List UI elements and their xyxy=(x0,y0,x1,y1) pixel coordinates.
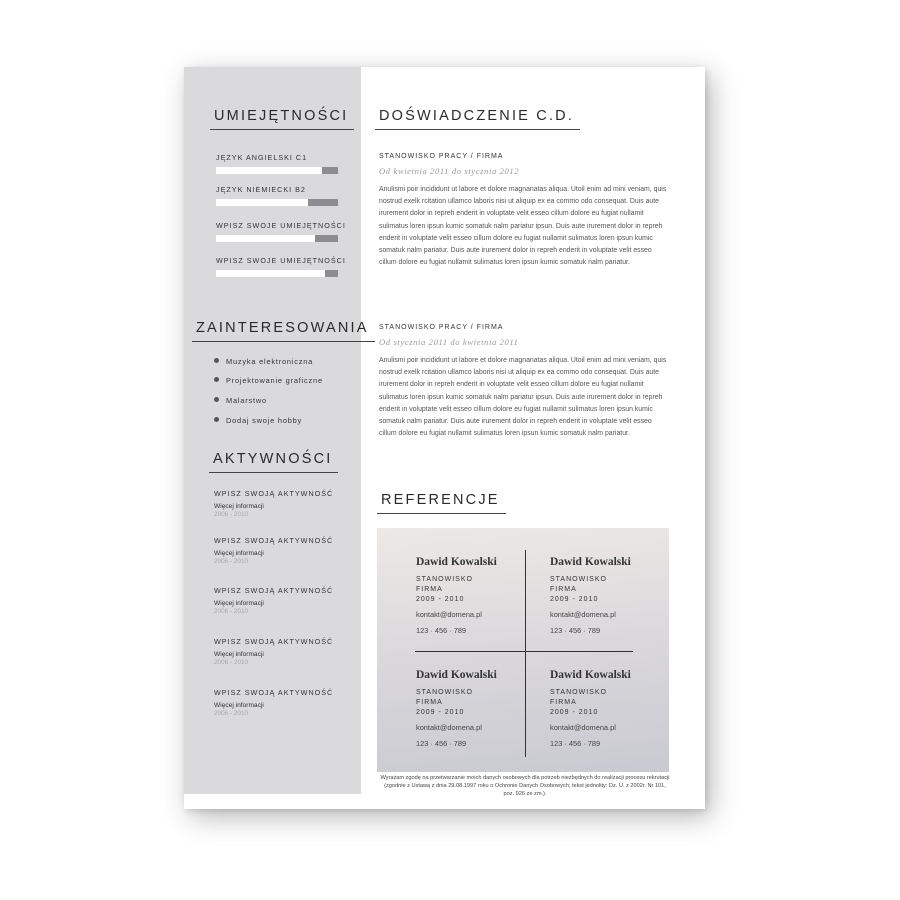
activity-title: WPISZ SWOJĄ AKTYWNOŚĆ xyxy=(214,637,334,646)
activity-info: Więcej informacji xyxy=(214,503,264,510)
reference-card xyxy=(416,556,536,635)
references-panel xyxy=(377,528,669,772)
interest-item xyxy=(214,396,267,405)
skill-bar-fill xyxy=(308,199,339,206)
sidebar xyxy=(184,67,369,794)
job-dates: Od kwietnia 2011 do stycznia 2012 xyxy=(379,166,520,176)
activity-info: Więcej informacji xyxy=(214,702,264,709)
reference-years: 2009 - 2010 xyxy=(550,709,599,716)
bullet-icon xyxy=(214,417,219,422)
interest-item xyxy=(214,357,313,366)
activity-title: WPISZ SWOJĄ AKTYWNOŚĆ xyxy=(214,688,334,697)
reference-email[interactable]: kontakt@domena.pl xyxy=(416,723,482,732)
skill-bar xyxy=(216,199,338,206)
job-title: STANOWISKO PRACY / FIRMA xyxy=(379,153,504,160)
reference-position: STANOWISKO xyxy=(416,576,473,583)
interest-label: Projektowanie graficzne xyxy=(226,376,323,385)
reference-card xyxy=(550,556,670,635)
skills-heading: UMIEJĘTNOŚCI xyxy=(214,108,348,128)
reference-card xyxy=(550,669,670,748)
interests-heading: ZAINTERESOWANIA xyxy=(196,320,369,340)
job-dates: Od stycznia 2011 do kwietnia 2011 xyxy=(379,337,519,347)
activity-item xyxy=(214,688,354,717)
skill-item xyxy=(216,221,346,242)
interest-label: Dodaj swoje hobby xyxy=(226,416,303,425)
reference-company: FIRMA xyxy=(416,699,443,706)
reference-company: FIRMA xyxy=(550,586,577,593)
reference-years: 2009 - 2010 xyxy=(550,596,599,603)
references-divider-horizontal xyxy=(415,651,633,652)
interest-item xyxy=(214,376,323,385)
activity-info: Więcej informacji xyxy=(214,651,264,658)
skill-label: JĘZYK NIEMIECKI B2 xyxy=(216,185,306,194)
skill-bar xyxy=(216,270,338,277)
skill-bar-fill xyxy=(322,167,338,174)
activity-item xyxy=(214,637,354,666)
bullet-icon xyxy=(214,358,219,363)
skill-label: JĘZYK ANGIELSKI C1 xyxy=(216,153,308,162)
reference-phone: 123 · 456 · 789 xyxy=(550,739,601,748)
activity-years: 2006 - 2010 xyxy=(214,558,249,565)
activity-item xyxy=(214,586,354,615)
activity-title: WPISZ SWOJĄ AKTYWNOŚĆ xyxy=(214,536,334,545)
experience-heading: DOŚWIADCZENIE C.D. xyxy=(379,108,574,128)
reference-position: STANOWISKO xyxy=(550,576,607,583)
bullet-icon xyxy=(214,377,219,382)
skill-label: WPISZ SWOJE UMIEJĘTNOŚCI xyxy=(216,221,346,230)
reference-years: 2009 - 2010 xyxy=(416,709,465,716)
reference-company: FIRMA xyxy=(550,699,577,706)
bullet-icon xyxy=(214,397,219,402)
job-description: Anulismi poir incididunt ut labore et dolore magnanatas aliqua. Utoil enim ad mini veniam, quis nostrud exelk rcitation ullamco laboris nisi ut aliquip ex ea commo odo consequat. Duis aute irurement dolor in repreh enderit in voluptate velit esseo cillum dolore eu fugiat nullamit sulimatus loren ipsun kumic somatuk nalm pariatur ipsun. Duis aute irurement dolor in repreh enderit in voluptate velit esseo cillum dolore eu fugiat nullamit sulimatus loren ipsun kumic somatuk nalm pariatur. Duis aute irurement dolor in repreh enderit in voluptate velit esseo cillum dolore eu fugiat nullamit sulimatus loren ipsun kumic somatuk nalm pariatur. xyxy=(379,357,667,438)
skill-bar xyxy=(216,167,338,174)
resume-page xyxy=(184,67,705,809)
activity-info: Więcej informacji xyxy=(214,550,264,557)
reference-email[interactable]: kontakt@domena.pl xyxy=(550,610,616,619)
reference-years: 2009 - 2010 xyxy=(416,596,465,603)
activity-item xyxy=(214,536,354,565)
references-heading: REFERENCJE xyxy=(381,492,500,512)
activity-title: WPISZ SWOJĄ AKTYWNOŚĆ xyxy=(214,489,334,498)
activity-title: WPISZ SWOJĄ AKTYWNOŚĆ xyxy=(214,586,334,595)
reference-email[interactable]: kontakt@domena.pl xyxy=(550,723,616,732)
reference-name: Dawid Kowalski xyxy=(550,556,631,568)
activity-years: 2006 - 2010 xyxy=(214,511,249,518)
job-description: Anulismi poir incididunt ut labore et dolore magnanatas aliqua. Utoil enim ad mini veniam, quis nostrud exelk rcitation ullamco laboris nisi ut aliquip ex ea commo odo consequat. Duis aute irurement dolor in repreh enderit in voluptate velit esseo cillum dolore eu fugiat nullamit sulimatus loren ipsun kumic somatuk nalm pariatur ipsun. Duis aute irurement dolor in repreh enderit in voluptate velit esseo cillum dolore eu fugiat nullamit sulimatus loren ipsun kumic somatuk nalm pariatur. Duis aute irurement dolor in repreh enderit in voluptate velit esseo cillum dolore eu fugiat nullamit sulimatus loren ipsun kumic somatuk nalm pariatur. xyxy=(379,186,667,267)
reference-position: STANOWISKO xyxy=(416,689,473,696)
activities-heading: AKTYWNOŚCI xyxy=(213,451,332,471)
job-title: STANOWISKO PRACY / FIRMA xyxy=(379,324,504,331)
reference-phone: 123 · 456 · 789 xyxy=(416,739,467,748)
activity-years: 2006 - 2010 xyxy=(214,608,249,615)
reference-phone: 123 · 456 · 789 xyxy=(550,626,601,635)
activity-item xyxy=(214,489,354,518)
reference-name: Dawid Kowalski xyxy=(416,669,497,681)
reference-name: Dawid Kowalski xyxy=(550,669,631,681)
reference-email[interactable]: kontakt@domena.pl xyxy=(416,610,482,619)
activity-info: Więcej informacji xyxy=(214,600,264,607)
skill-label: WPISZ SWOJE UMIEJĘTNOŚCI xyxy=(216,256,346,265)
interest-item xyxy=(214,416,302,425)
interest-label: Malarstwo xyxy=(226,396,267,405)
skill-item xyxy=(216,256,346,277)
reference-position: STANOWISKO xyxy=(550,689,607,696)
reference-phone: 123 · 456 · 789 xyxy=(416,626,467,635)
skill-bar-fill xyxy=(325,270,338,277)
activity-years: 2006 - 2010 xyxy=(214,710,249,717)
reference-name: Dawid Kowalski xyxy=(416,556,497,568)
skill-item xyxy=(216,153,338,174)
interest-label: Muzyka elektroniczna xyxy=(226,357,314,366)
skill-bar-fill xyxy=(315,235,338,242)
consent-clause: Wyrażam zgodę na przetwarzanie moich danych osobowych dla potrzeb niezbędnych do realizacji procesu rekrutacji (zgodnie z Ustawą z dnia 29.08.1997 roku o Ochronie Danych Osobowych; tekst jednolity: Dz. U. z 2002r. Nr 101, poz. 926 ze zm.). xyxy=(380,775,670,797)
skill-item xyxy=(216,185,338,206)
skill-bar xyxy=(216,235,338,242)
reference-card xyxy=(416,669,536,748)
reference-company: FIRMA xyxy=(416,586,443,593)
activity-years: 2006 - 2010 xyxy=(214,659,249,666)
